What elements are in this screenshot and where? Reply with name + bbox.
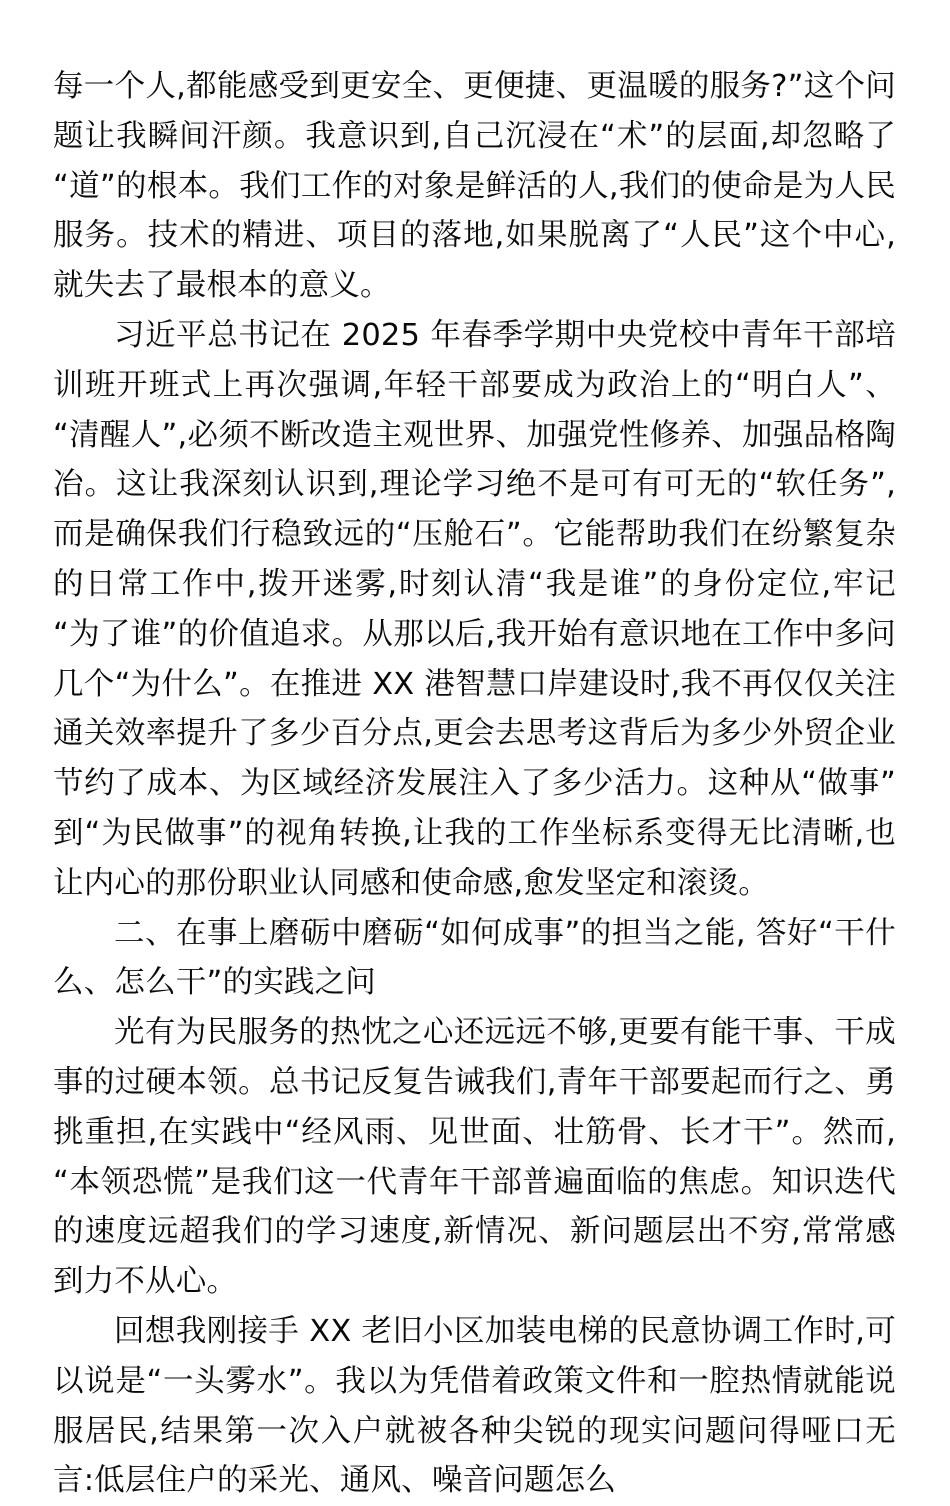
section-heading-2: 二、在事上磨砺中磨砺“如何成事”的担当之能, 答好“干什么、怎么干”的实践之问	[53, 915, 896, 1001]
paragraph-1: 每一个人,都能感受到更安全、更便捷、更温暖的服务?”这个问题让我瞬间汗颜。我意识到,自己沉浸在“术”的层面,却忽略了“道”的根本。我们工作的对象是鲜活的人,我们的使命是为人民服务。技术的精进、项目的落地,如果脱离了“人民”这个中心,就失去了最根本的意义。	[53, 69, 896, 304]
paragraph-4: 光有为民服务的热忱之心还远远不够,更要有能干事、干成事的过硬本领。总书记反复告诫我们,青年干部要起而行之、勇挑重担,在实践中“经风雨、见世面、壮筋骨、长才干”。然而,“本领恐慌”是我们这一代青年干部普遍面临的焦虑。知识迭代的速度远超我们的学习速度,新情况、新问题层出不穷,常常感到力不从心。	[53, 1015, 896, 1300]
paragraph-2: 习近平总书记在 2025 年春季学期中央党校中青年干部培训班开班式上再次强调,年轻干部要成为政治上的“明白人”、“清醒人”,必须不断改造主观世界、加强党性修养、加强品格陶冶。这让我深刻认识到,理论学习绝不是可有可无的“软任务”,而是确保我们行稳致远的“压舱石”。它能帮助我们在纷繁复杂的日常工作中,拨开迷雾,时刻认清“我是谁”的身份定位,牢记“为了谁”的价值追求。从那以后,我开始有意识地在工作中多问几个“为什么”。在推进 XX 港智慧口岸建设时,我不再仅仅关注通关效率提升了多少百分点,更会去思考这背后为多少外贸企业节约了成本、为区域经济发展注入了多少活力。这种从“做事”到“为民做事”的视角转换,让我的工作坐标系变得无比清晰,也让内心的那份职业认同感和使命感,愈发坚定和滚烫。	[53, 317, 896, 901]
paragraph-5: 回想我刚接手 XX 老旧小区加装电梯的民意协调工作时,可以说是“一头雾水”。我以为凭借着政策文件和一腔热情就能说服居民,结果第一次入户就被各种尖锐的现实问题问得哑口无言:低层住户的采光、通风、噪音问题怎么	[53, 1313, 896, 1499]
document-body	[53, 62, 896, 1506]
